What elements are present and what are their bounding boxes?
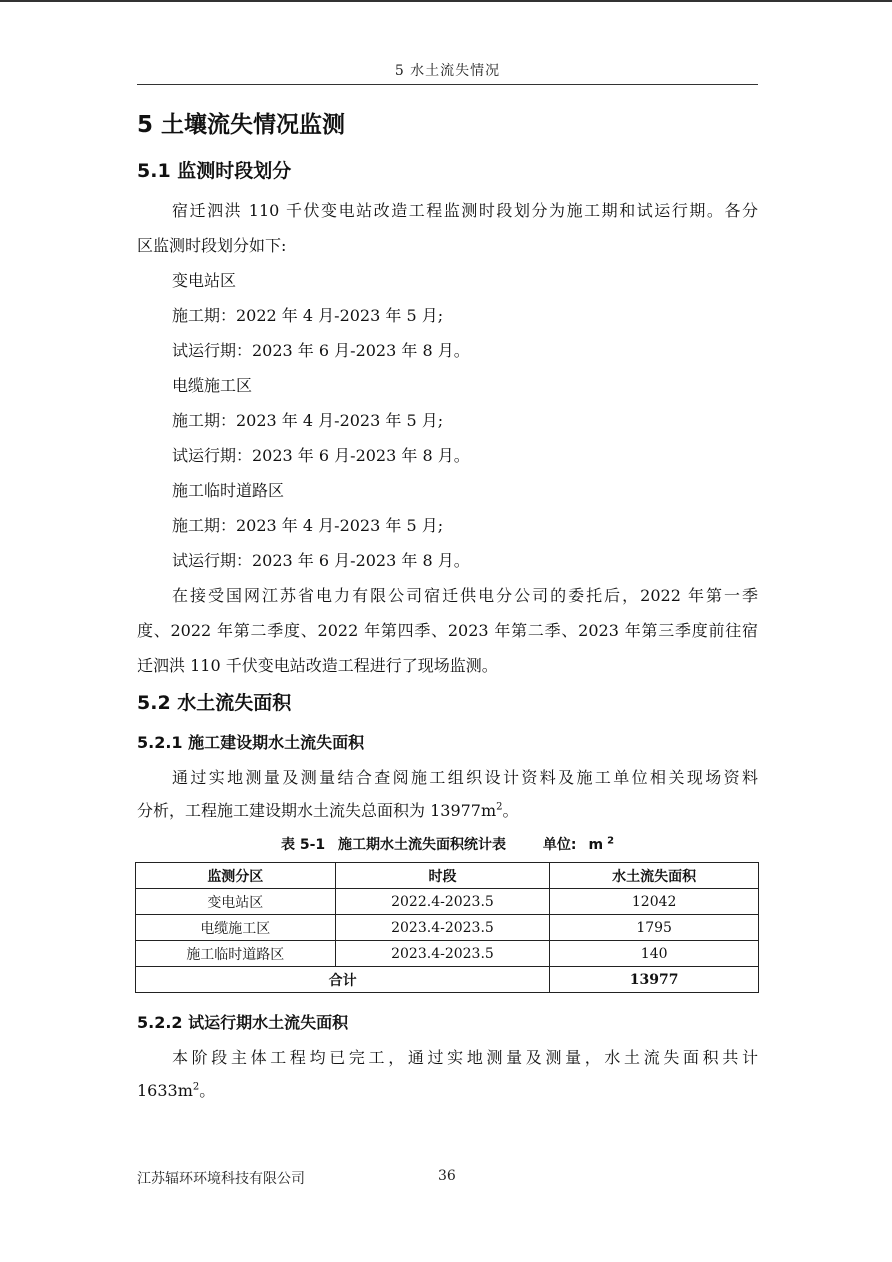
zone-construction-period: 施工期：2023 年 4 月-2023 年 5 月; bbox=[172, 411, 444, 430]
chapter-title: 5 土壤流失情况监测 bbox=[137, 112, 346, 138]
table-row bbox=[136, 941, 759, 967]
header-period: 时段 bbox=[335, 863, 550, 889]
page-number: 36 bbox=[438, 1168, 456, 1184]
table-number: 表 5-1 bbox=[280, 837, 326, 853]
top-border bbox=[0, 0, 892, 2]
header-zone: 监测分区 bbox=[136, 863, 336, 889]
section-5-2-title: 5.2 水土流失面积 bbox=[137, 692, 292, 714]
zone-construction-period: 施工期：2023 年 4 月-2023 年 5 月; bbox=[172, 516, 444, 535]
zone-trial-period: 试运行期：2023 年 6 月-2023 年 8 月。 bbox=[172, 551, 470, 570]
zone-trial-period: 试运行期：2023 年 6 月-2023 年 8 月。 bbox=[172, 341, 470, 360]
table-title: 施工期水土流失面积统计表 bbox=[338, 837, 506, 853]
monitoring-paragraph-line-2: 度、2022 年第二季度、2022 年第四季、2023 年第二季、2023 年第三季度前往宿 bbox=[137, 621, 758, 640]
table-total-row bbox=[136, 967, 759, 993]
cell-period: 2023.4-2023.5 bbox=[335, 941, 550, 967]
table-caption bbox=[137, 834, 758, 854]
cell-zone: 变电站区 bbox=[136, 889, 336, 915]
construction-area-line-1: 通过实地测量及测量结合查阅施工组织设计资料及施工单位相关现场资料 bbox=[172, 768, 758, 787]
footer-company: 江苏辐环环境科技有限公司 bbox=[137, 1171, 305, 1187]
section-5-2-1-title: 5.2.1 施工建设期水土流失面积 bbox=[137, 733, 365, 752]
section-5-2-2-title: 5.2.2 试运行期水土流失面积 bbox=[137, 1013, 349, 1032]
trial-area-line-2: $1633m^2$。 bbox=[137, 1081, 216, 1100]
cell-area: 1795 bbox=[550, 915, 759, 941]
header-rule bbox=[137, 84, 758, 85]
total-label: 合计 bbox=[136, 967, 550, 993]
cell-area: 12042 bbox=[550, 889, 759, 915]
trial-area-line-1: 本阶段主体工程均已完工，通过实地测量及测量，水土流失面积共计 bbox=[172, 1048, 758, 1067]
table-row bbox=[136, 915, 759, 941]
cell-period: 2023.4-2023.5 bbox=[335, 915, 550, 941]
total-value: 13977 bbox=[550, 967, 759, 993]
zone-trial-period: 试运行期：2023 年 6 月-2023 年 8 月。 bbox=[172, 446, 470, 465]
cell-zone: 施工临时道路区 bbox=[136, 941, 336, 967]
cell-zone: 电缆施工区 bbox=[136, 915, 336, 941]
zone-name: 电缆施工区 bbox=[172, 376, 253, 395]
monitoring-paragraph-line-3: 迁泗洪 110 千伏变电站改造工程进行了现场监测。 bbox=[137, 656, 498, 675]
header-area: 水土流失面积 bbox=[550, 863, 759, 889]
intro-line-1: 宿迁泗洪 110 千伏变电站改造工程监测时段划分为施工期和试运行期。各分 bbox=[172, 201, 758, 220]
table-unit: m $^2$ bbox=[588, 835, 615, 853]
zone-name: 施工临时道路区 bbox=[172, 481, 285, 500]
table-row bbox=[136, 889, 759, 915]
construction-area-line-2: 分析，工程施工建设期水土流失总面积为 $13977m^2$。 bbox=[137, 801, 519, 820]
zone-construction-period: 施工期：2022 年 4 月-2023 年 5 月; bbox=[172, 306, 444, 325]
cell-area: 140 bbox=[550, 941, 759, 967]
monitoring-paragraph-line-1: 在接受国网江苏省电力有限公司宿迁供电分公司的委托后，2022 年第一季 bbox=[172, 586, 758, 605]
table-unit-label: 单位: bbox=[542, 837, 577, 853]
intro-line-2: 区监测时段划分如下: bbox=[137, 236, 287, 255]
erosion-area-table bbox=[135, 862, 759, 993]
cell-period: 2022.4-2023.5 bbox=[335, 889, 550, 915]
running-header: 5 水土流失情况 bbox=[394, 63, 501, 79]
section-5-1-title: 5.1 监测时段划分 bbox=[137, 160, 292, 182]
table-header-row bbox=[136, 863, 759, 889]
zone-name: 变电站区 bbox=[172, 271, 237, 290]
